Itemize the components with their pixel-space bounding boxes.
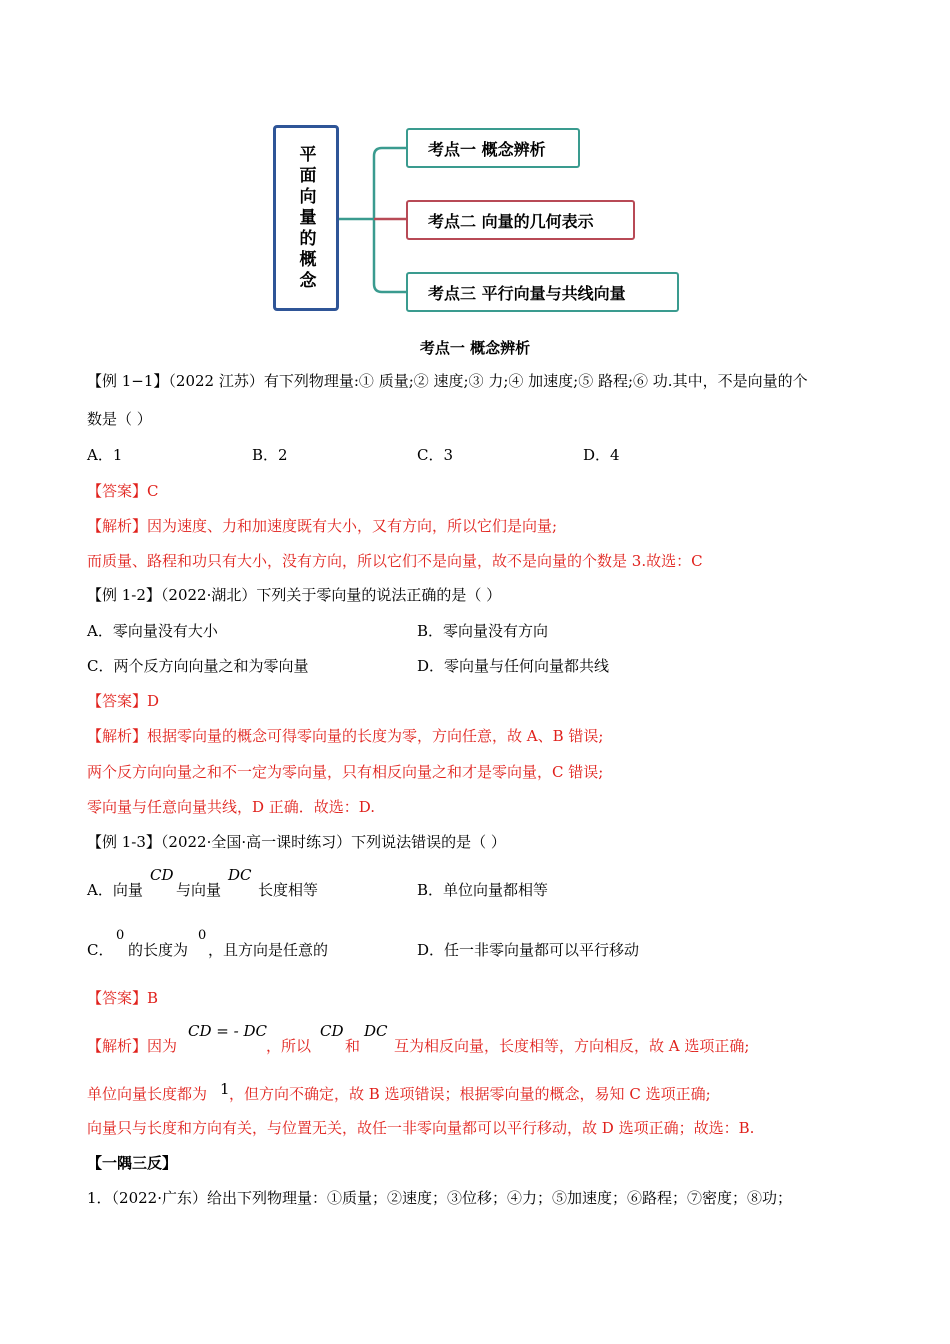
ex3-option-c-prefix: C． [87, 941, 114, 959]
ex1-question-line1: 【例 1−1】（2022 江苏）有下列物理量:① 质量;② 速度;③ 力;④ 加速度;⑤ 路程;⑥ 功.其中，不是向量的个 [87, 372, 808, 390]
root-box [273, 125, 339, 311]
analysis-vector-cd: CD [320, 1022, 344, 1040]
ex1-option-d: D．4 [583, 446, 620, 464]
ex3-option-a-suffix: 长度相等 [258, 881, 319, 899]
ex1-option-b: B．2 [252, 446, 288, 464]
node-topic-3: 考点三 平行向量与共线向量 [406, 272, 679, 312]
ex3-option-a-prefix: A．向量 [87, 881, 143, 899]
ex3-analysis-prefix: 【解析】因为 [87, 1037, 178, 1055]
ex2-option-d: D．零向量与任何向量都共线 [417, 657, 610, 675]
ex3-option-b: B．单位向量都相等 [417, 881, 549, 899]
ex1-analysis-line2: 而质量、路程和功只有大小，没有方向，所以它们不是向量，故不是向量的个数是 3.故选：C [87, 552, 703, 570]
ex3-analysis-line2-prefix: 单位向量长度都为 [87, 1085, 208, 1103]
ex1-option-c: C．3 [417, 446, 454, 464]
equation-cd-equals-neg-dc: CD = - DC [188, 1022, 267, 1040]
ex3-option-c-suffix: ，且方向是任意的 [208, 941, 329, 959]
ex1-option-a: A．1 [87, 446, 123, 464]
ex2-analysis-line2: 两个反方向向量之和不一定为零向量，只有相反向量之和才是零向量，C 错误; [87, 763, 604, 781]
ex2-option-a: A．零向量没有大小 [87, 622, 218, 640]
node-topic-1: 考点一 概念辨析 [406, 128, 580, 168]
ex3-analysis-and: 和 [345, 1037, 361, 1055]
ex2-option-b: B．零向量没有方向 [417, 622, 549, 640]
ex3-analysis-so: ，所以 [266, 1037, 312, 1055]
practice-question-1: 1．（2022·广东）给出下列物理量：①质量；②速度；③位移；④力；⑤加速度；⑥路程；⑦密度；⑧功； [87, 1189, 792, 1207]
ex3-option-a-middle: 与向量 [176, 881, 222, 899]
root-title: 平面向量的概念 [295, 144, 316, 292]
vector-dc-label: DC [228, 866, 252, 884]
ex3-analysis-line1-suffix: 互为相反向量，长度相等，方向相反，故 A 选项正确; [394, 1037, 750, 1055]
ex3-answer: 【答案】B [87, 989, 159, 1007]
ex1-analysis-line1: 【解析】因为速度、力和加速度既有大小，又有方向，所以它们是向量; [87, 517, 558, 535]
ex2-answer: 【答案】D [87, 692, 160, 710]
zero-vector-symbol: 0 [116, 928, 125, 943]
ex2-option-c: C．两个反方向向量之和为零向量 [87, 657, 309, 675]
unit-length-one: 1 [220, 1080, 230, 1098]
section-title: 考点一 概念辨析 [419, 339, 531, 357]
node-topic-2: 考点二 向量的几何表示 [406, 200, 635, 240]
ex3-analysis-line3: 向量只与长度和方向有关，与位置无关，故任一非零向量都可以平行移动，故 D 选项正确；故选：B. [87, 1119, 755, 1137]
ex3-analysis-line2-suffix: ，但方向不确定，故 B 选项错误；根据零向量的概念，易知 C 选项正确; [229, 1085, 711, 1103]
ex3-question: 【例 1-3】（2022·全国·高一课时练习）下列说法错误的是（ ） [87, 833, 506, 851]
ex2-analysis-line3: 零向量与任意向量共线，D 正确．故选：D. [87, 798, 376, 816]
ex1-question-line2: 数是（ ） [87, 410, 152, 428]
ex1-answer: 【答案】C [87, 482, 159, 500]
ex3-option-c-middle: 的长度为 [128, 941, 189, 959]
analysis-vector-dc: DC [364, 1022, 388, 1040]
vector-cd-label: CD [150, 866, 174, 884]
ex2-question: 【例 1-2】（2022·湖北）下列关于零向量的说法正确的是（ ） [87, 586, 502, 604]
practice-heading: 【一隅三反】 [87, 1154, 178, 1172]
ex2-analysis-line1: 【解析】根据零向量的概念可得零向量的长度为零，方向任意，故 A、B 错误; [87, 727, 604, 745]
zero-length-value: 0 [198, 928, 207, 943]
ex3-option-d: D．任一非零向量都可以平行移动 [417, 941, 640, 959]
concept-map [270, 122, 690, 322]
